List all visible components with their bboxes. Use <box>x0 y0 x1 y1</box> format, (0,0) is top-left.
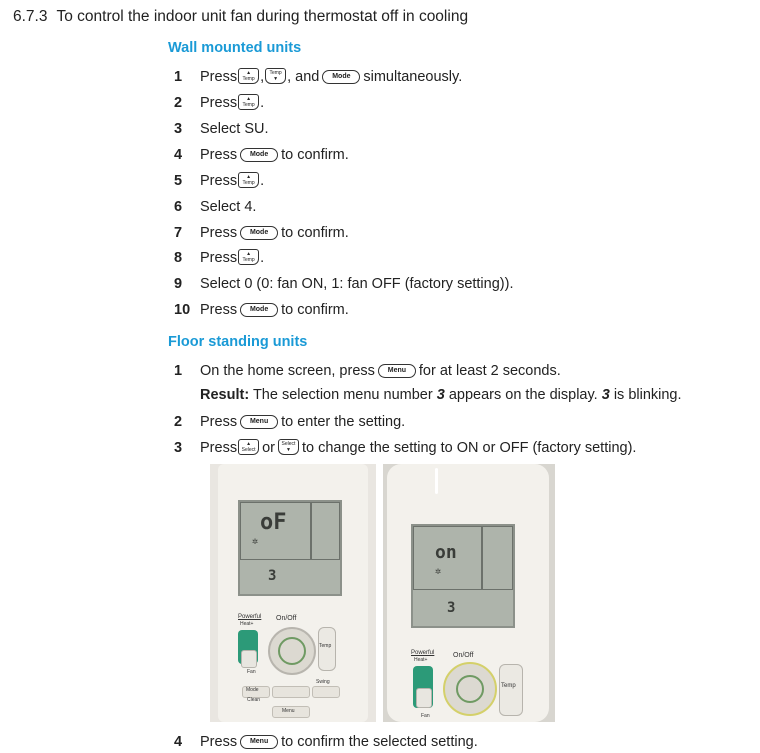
display-menu-number: 3 <box>268 568 277 584</box>
floor-step-1-result: Result: The selection menu number 3 appears on the display. 3 is blinking. <box>200 387 682 403</box>
mode-button-icon: Mode <box>240 226 278 240</box>
temp-up-button-icon: ▲ Temp <box>238 172 259 188</box>
wall-step-9: 9 Select 0 (0: fan ON, 1: fan OFF (factory setting)). <box>174 276 514 292</box>
onoff-button <box>443 662 497 716</box>
onoff-button <box>268 627 316 675</box>
floor-step-2: 2 Press Menu to enter the setting. <box>174 414 406 430</box>
wall-step-1: 1 Press ▲ Temp , Temp ▼ , and Mode simultaneously. <box>174 69 463 85</box>
display-value: oF <box>260 510 287 535</box>
temp-up-button-icon: ▲ Temp <box>238 68 259 84</box>
temp-button <box>499 664 523 716</box>
wall-mounted-heading: Wall mounted units <box>168 40 302 56</box>
fan-symbol-icon: ✲ <box>252 536 259 547</box>
mode-button-icon: Mode <box>322 70 360 84</box>
wall-step-5: 5 Press ▲ Temp . <box>174 173 265 189</box>
menu-button-icon: Menu <box>240 735 278 749</box>
wall-step-2: 2 Press ▲ Temp . <box>174 95 265 111</box>
wall-step-7: 7 Press Mode to confirm. <box>174 225 349 241</box>
mode-button-icon: Mode <box>240 303 278 317</box>
display-menu-number: 3 <box>447 600 456 616</box>
wall-step-10: 10 Press Mode to confirm. <box>174 302 349 318</box>
display-value: on <box>435 542 457 563</box>
floor-step-3: 3 Press ▲ Select or Select ▼ to change the setting to ON or OFF (factory setting). <box>174 440 637 456</box>
fan-button <box>241 650 257 668</box>
menu-button-icon: Menu <box>240 415 278 429</box>
wall-step-4: 4 Press Mode to confirm. <box>174 147 349 163</box>
select-up-button-icon: ▲ Select <box>238 439 259 455</box>
temp-button <box>318 627 336 671</box>
remote-photo-off: oF ✲ 3 Powerful Heat+ On/Off Fan Temp Mode Clean Swing Menu <box>210 464 376 722</box>
floor-step-4: 4 Press Menu to confirm the selected setting. <box>174 734 478 750</box>
wall-step-6: 6 Select 4. <box>174 199 257 215</box>
fan-button <box>416 688 432 708</box>
temp-down-button-icon: Temp ▼ <box>265 68 286 84</box>
remote-photo-on: on ✲ 3 Powerful Heat+ On/Off Fan Temp <box>383 464 555 722</box>
temp-up-button-icon: ▲ Temp <box>238 249 259 265</box>
floor-standing-heading: Floor standing units <box>168 334 308 350</box>
fan-symbol-icon: ✲ <box>435 566 442 577</box>
wall-step-8: 8 Press ▲ Temp . <box>174 250 265 266</box>
menu-button-icon: Menu <box>378 364 416 378</box>
temp-up-button-icon: ▲ Temp <box>238 94 259 110</box>
floor-step-1: 1 On the home screen, press Menu for at least 2 seconds. <box>174 363 561 379</box>
mode-button-icon: Mode <box>240 148 278 162</box>
section-number: 6.7.3 <box>13 8 48 25</box>
section-heading <box>13 8 468 26</box>
lcd-display <box>238 500 342 596</box>
section-title: To control the indoor unit fan during thermostat off in cooling <box>56 8 469 25</box>
wall-step-3: 3 Select SU. <box>174 121 269 137</box>
lcd-display <box>411 524 515 628</box>
select-down-button-icon: Select ▼ <box>278 439 299 455</box>
